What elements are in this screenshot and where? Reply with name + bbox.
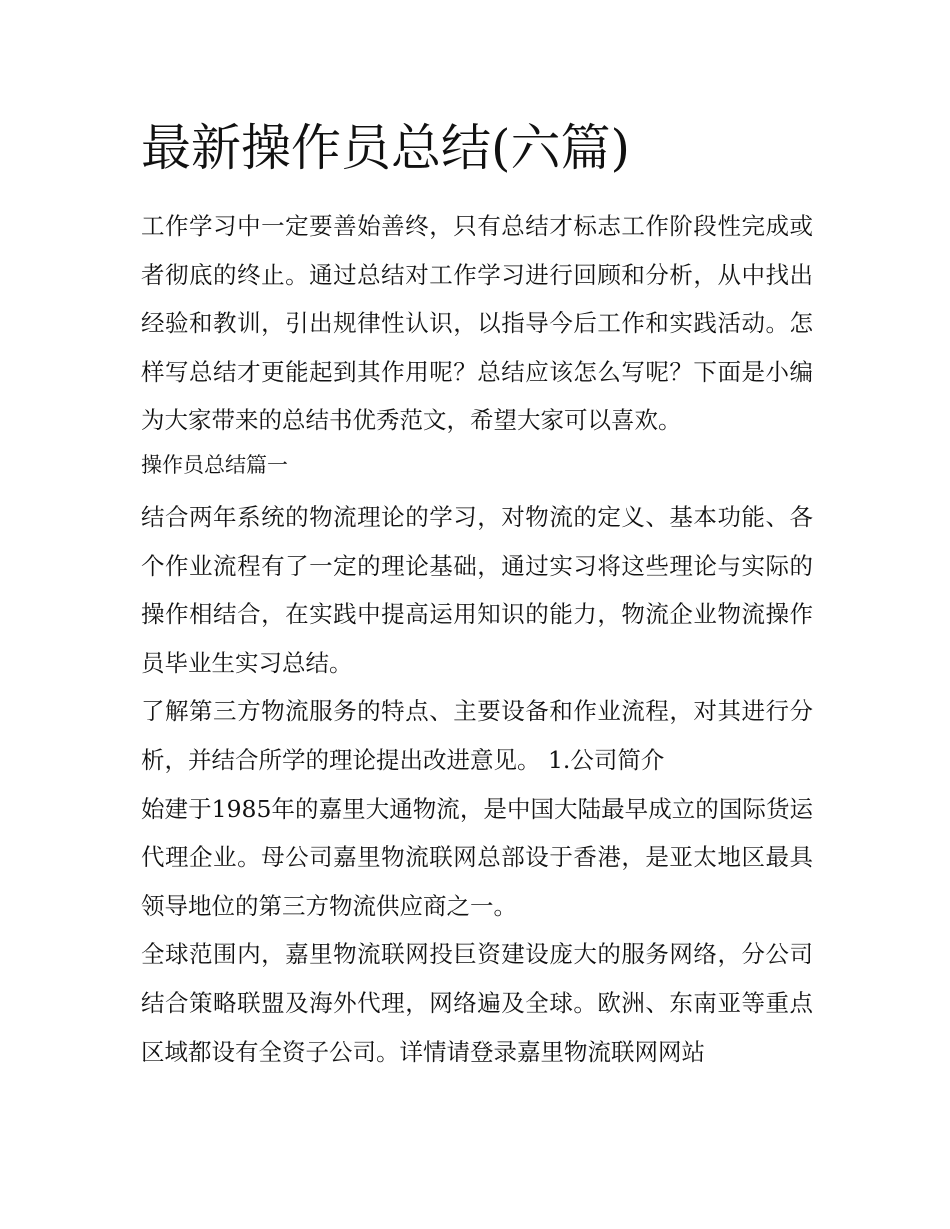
body-paragraph: 全球范围内，嘉里物流联网投巨资建设庞大的服务网络，分公司结合策略联盟及海外代理，网络遍及全球。欧洲、东南亚等重点区域都设有全资子公司。详情请登录嘉里物流联网网站 <box>141 940 813 1066</box>
body-paragraph: 结合两年系统的物流理论的学习，对物流的定义、基本功能、各个作业流程有了一定的理论基础，通过实习将这些理论与实际的操作相结合，在实践中提高运用知识的能力，物流企业物流操作员毕业生实习总结。 <box>141 502 813 677</box>
document-title: 最新操作员总结(六篇) <box>141 119 631 177</box>
section-heading: 操作员总结篇一 <box>141 452 288 477</box>
intro-paragraph: 工作学习中一定要善始善终，只有总结才标志工作阶段性完成或者彻底的终止。通过总结对工作学习进行回顾和分析，从中找出经验和教训，引出规律性认识，以指导今后工作和实践活动。怎样写总结才更能起到其作用呢？总结应该怎么写呢？下面是小编为大家带来的总结书优秀范文，希望大家可以喜欢。 <box>141 212 813 435</box>
body-paragraph: 始建于1985年的嘉里大通物流，是中国大陆最早成立的国际货运代理企业。母公司嘉里物流联网总部设于香港，是亚太地区最具领导地位的第三方物流供应商之一。 <box>141 794 813 920</box>
document-page <box>141 118 813 1076</box>
body-paragraph: 了解第三方物流服务的特点、主要设备和作业流程，对其进行分析，并结合所学的理论提出改进意见。 1.公司简介 <box>141 697 813 774</box>
